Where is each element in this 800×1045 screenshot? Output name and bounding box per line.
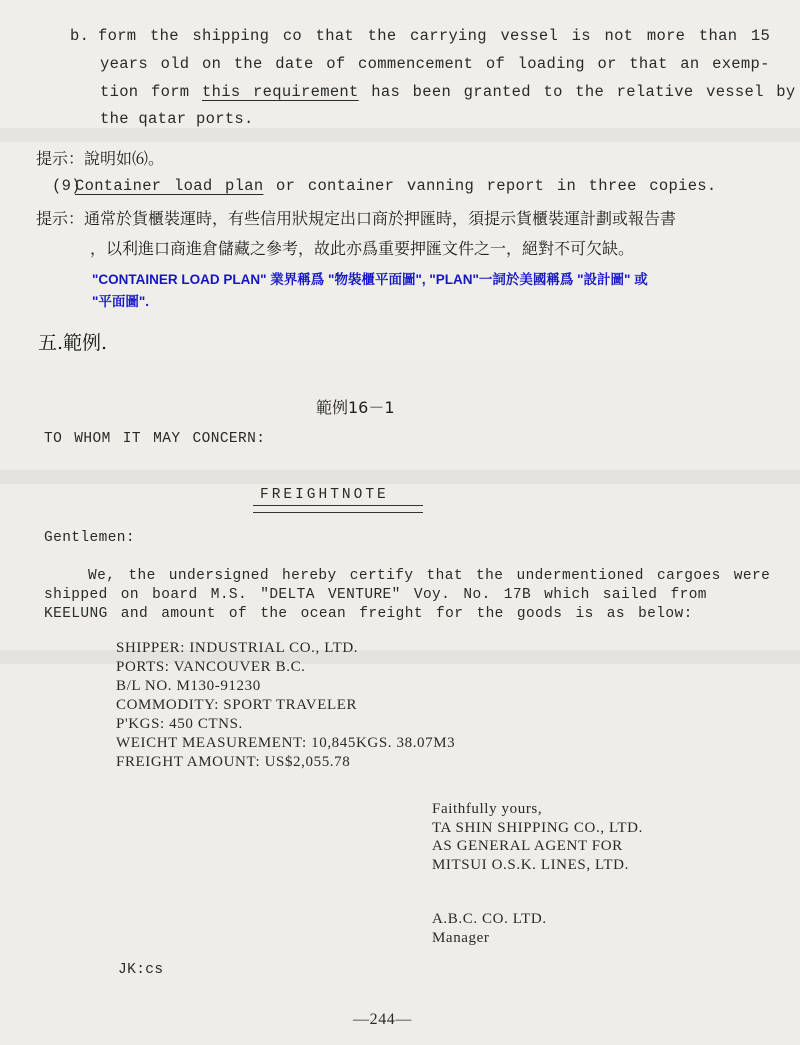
detail-shipper: SHIPPER: INDUSTRIAL CO., LTD. [116,640,359,656]
item-b-line3-pre: tion form [100,83,203,101]
item-b-line2: years old on the date of commencement of loading or that an exemp- [100,55,770,73]
detail-ports: PORTS: VANCOUVER B.C. [116,659,306,675]
hint-2-line1: 提示：通常於貨櫃裝運時，有些信用狀規定出口商於押匯時，須提示貨櫃裝運計劃或報告書 [36,209,677,228]
item-b-line4: the qatar ports. [100,110,254,128]
hint-1: 提示：說明如⑹。 [36,149,165,168]
bleed-through-line [0,470,800,484]
body-line2: shipped on board M.S. "DELTA VENTURE" Voy. No. 17B which sailed from [44,587,707,603]
hint-2-line2: ，以利進口商進倉儲藏之參考，故此亦爲重要押匯文件之一，絕對不可欠缺。 [90,239,635,258]
detail-commodity: COMMODITY: SPORT TRAVELER [116,697,358,713]
closing-faithfully: Faithfully yours, [432,801,543,817]
item-b-line3 [100,83,796,101]
blue-note-line1: "CONTAINER LOAD PLAN" 業界稱爲 "物裝櫃平面圖", "PLAN"一詞於美國稱爲 "設計圖" 或 [92,272,648,287]
item-b-marker: b. [70,27,90,45]
closing-agent-for: AS GENERAL AGENT FOR [432,838,623,854]
blue-note-line2: "平面圖". [92,294,150,309]
salutation-to: TO WHOM IT MAY CONCERN: [44,431,266,447]
doc-title: FREIGHTNOTE [260,487,389,503]
detail-weight-measurement: WEICHT MEASUREMENT: 10,845KGS. 38.07M3 [116,735,456,751]
item-b-line1: form the shipping co that the carrying vessel is not more than 15 [98,27,771,45]
section-heading: 五.範例. [38,332,108,354]
closing-principal: MITSUI O.S.K. LINES, LTD. [432,857,629,873]
detail-packages: P'KGS: 450 CTNS. [116,716,243,732]
page-number: —244— [353,1011,412,1028]
item-9-marker: (9) [52,177,81,195]
underlined-container-load-plan: Container load plan [75,177,264,195]
detail-freight-amount: FREIGHT AMOUNT: US$2,055.78 [116,754,351,770]
signer-company: A.B.C. CO. LTD. [432,911,547,927]
item-9-rest: or container vanning report in three copies. [263,177,717,195]
greeting: Gentlemen: [44,530,136,546]
body-line1: We, the undersigned hereby certify that the undermentioned cargoes were [88,568,771,584]
item-b-line3-post: has been granted to the relative vessel by [358,83,796,101]
underlined-this-requirement: this requirement [202,83,359,101]
detail-bl-no: B/L NO. M130-91230 [116,678,261,694]
doc-title-double-rule [253,505,423,513]
initials: JK:cs [118,962,164,978]
body-line3: KEELUNG and amount of the ocean freight for the goods is as below: [44,606,693,622]
signer-title: Manager [432,930,490,946]
closing-company: TA SHIN SHIPPING CO., LTD. [432,820,643,836]
example-title: 範例16－1 [316,398,395,417]
item-9-line [75,177,717,195]
bleed-through-line [0,128,800,142]
